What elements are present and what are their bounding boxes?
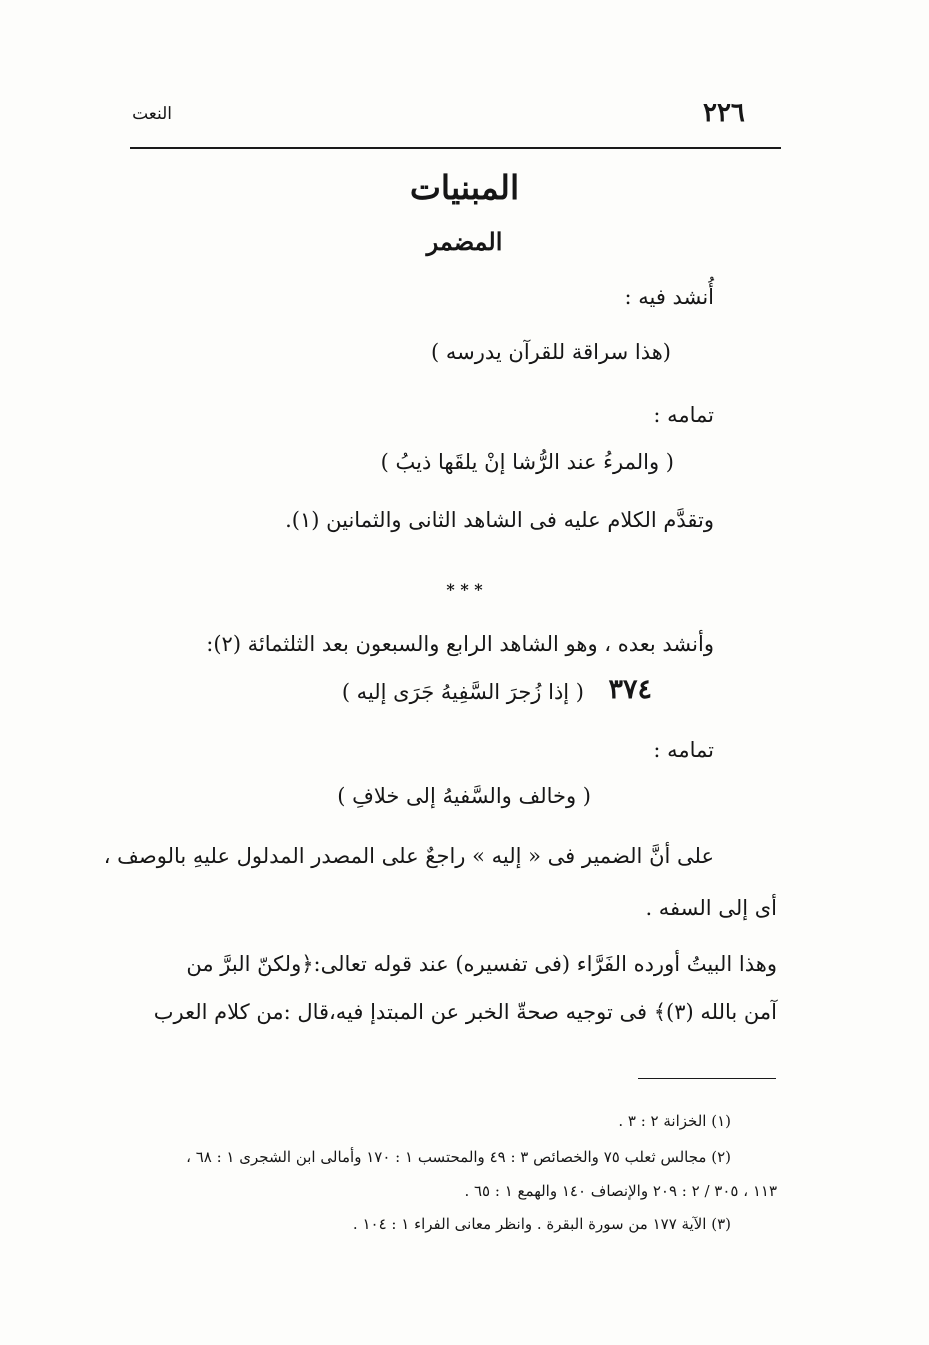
header-rule [130, 147, 781, 149]
text-line: وتقدَّم الكلام عليه فى الشاهد الثانى والثمانين (١). [285, 508, 714, 532]
witness-number: ٣٧٤ [608, 674, 652, 705]
text-line: وأنشد بعده ، وهو الشاهد الرابع والسبعون بعد الثلثمائة (٢): [206, 632, 714, 656]
text-line: أى إلى السفه . [645, 896, 777, 920]
verse-line: (هذا سراقة للقرآن يدرسه ) [430, 340, 671, 364]
section-title: المضمر [426, 227, 503, 256]
footnote: (٢) مجالس ثعلب ٧٥ والخصائص ٣ : ٤٩ والمحتسب ١ : ١٧٠ وأمالى ابن الشجرى ١ : ٦٨ ، [186, 1148, 731, 1166]
page-number: ٢٢٦ [703, 98, 745, 128]
running-title: النعت [132, 104, 172, 124]
footnote-rule [638, 1078, 776, 1079]
verse-line: ( والمرءُ عند الرُّشا إنْ يلقَها ذيبُ ) [380, 450, 674, 474]
text-line: تمامه : [653, 738, 714, 762]
footnote: (١) الخزانة ٢ : ٣ . [618, 1112, 731, 1130]
footnote: ١١٣ ، ٣٠٥ / ٢ : ٢٠٩ والإنصاف ١٤٠ والهمع ١ : ٦٥ . [464, 1182, 777, 1200]
footnote: (٣) الآية ١٧٧ من سورة البقرة . وانظر معانى الفراء ١ : ١٠٤ . [352, 1215, 731, 1233]
section-separator: * * * [446, 580, 483, 599]
text-line: وهذا البيتُ أورده الفَرَّاء (فى تفسيره) عند قوله تعالى:﴿ولكنّ البرَّ من [186, 952, 777, 976]
text-line: على أنَّ الضمير فى « إليه » راجعٌ على المصدر المدلول عليهِ بالوصف ، [103, 844, 714, 868]
text-line: آمن بالله (٣)﴾ فى توجيه صحةّ الخبر عن المبتدإ فيه،قال :من كلام العرب [153, 1000, 777, 1024]
text-line: أُنشد فيه : [624, 285, 714, 309]
verse-line: ( إذا زُجرَ السَّفِيهُ جَرَى إليه ) [341, 680, 584, 704]
chapter-title: المبنيات [409, 168, 520, 207]
verse-line: ( وخالف والسَّفيهُ إلى خلافِ ) [337, 784, 591, 808]
text-line: تمامه : [653, 403, 714, 427]
